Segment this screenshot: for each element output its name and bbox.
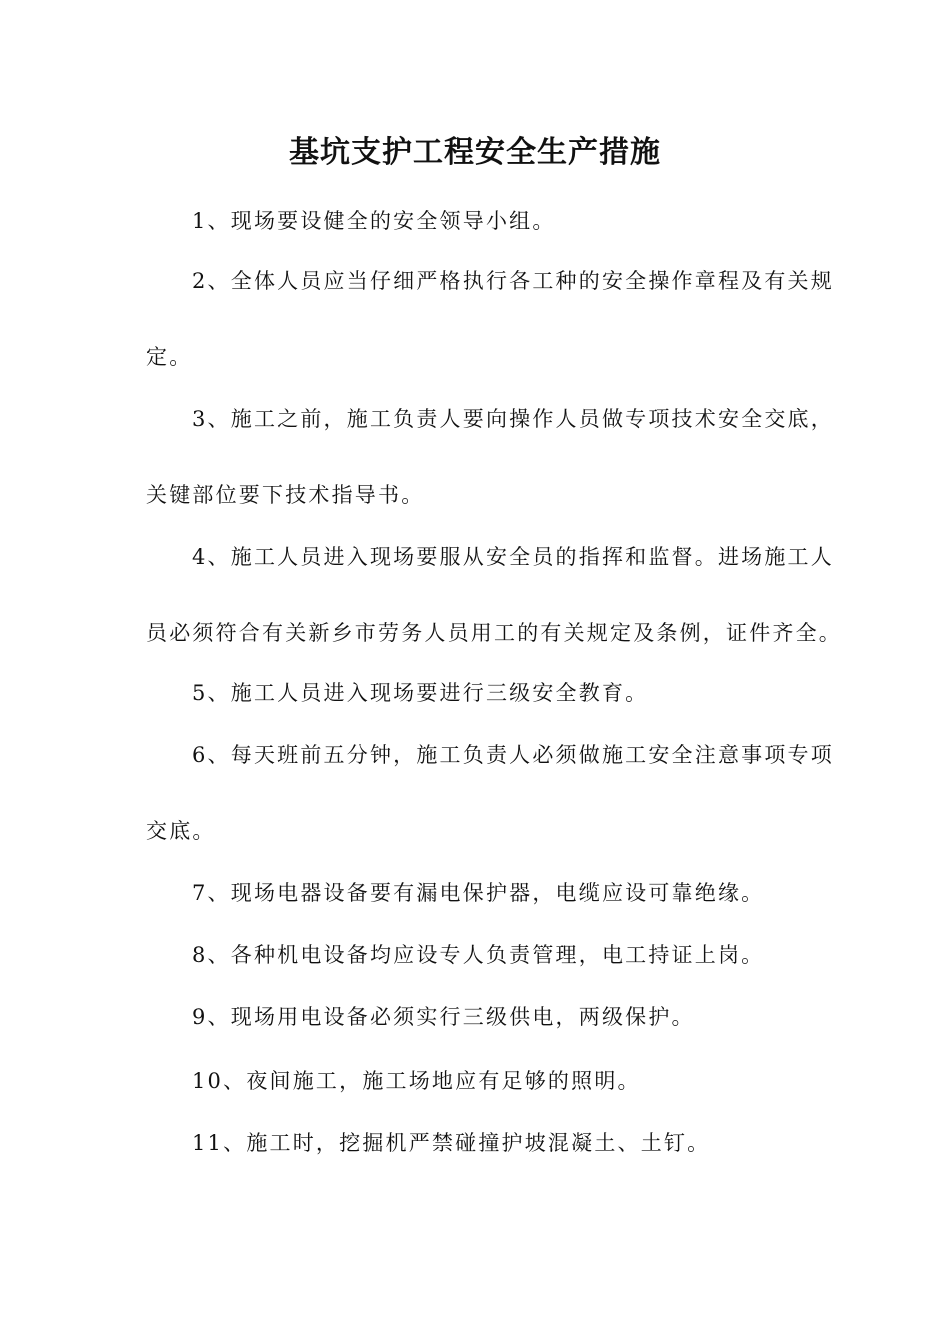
measure-line-2a: 2、全体人员应当仔细严格执行各工种的安全操作章程及有关规 — [192, 269, 834, 293]
measure-line-7: 7、现场电器设备要有漏电保护器，电缆应设可靠绝缘。 — [192, 881, 765, 905]
measure-line-4b: 员必须符合有关新乡市劳务人员用工的有关规定及条例，证件齐全。 — [146, 621, 842, 645]
measure-line-2b: 定。 — [146, 345, 193, 369]
measure-line-6b: 交底。 — [146, 819, 216, 843]
measure-line-6a: 6、每天班前五分钟，施工负责人必须做施工安全注意事项专项 — [192, 743, 834, 767]
measure-line-3a: 3、施工之前，施工负责人要向操作人员做专项技术安全交底， — [192, 407, 834, 431]
measure-line-5: 5、施工人员进入现场要进行三级安全教育。 — [192, 681, 649, 705]
measure-line-10: 10、夜间施工，施工场地应有足够的照明。 — [192, 1069, 641, 1093]
measure-line-1: 1、现场要设健全的安全领导小组。 — [192, 209, 556, 233]
measure-line-4a: 4、施工人员进入现场要服从安全员的指挥和监督。进场施工人 — [192, 545, 834, 569]
measure-line-8: 8、各种机电设备均应设专人负责管理，电工持证上岗。 — [192, 943, 765, 967]
document-title: 基坑支护工程安全生产措施 — [289, 135, 661, 170]
measure-line-3b: 关键部位要下技术指导书。 — [146, 483, 425, 507]
measure-line-11: 11、施工时，挖掘机严禁碰撞护坡混凝土、土钉。 — [192, 1131, 711, 1155]
measure-line-9: 9、现场用电设备必须实行三级供电，两级保护。 — [192, 1005, 695, 1029]
